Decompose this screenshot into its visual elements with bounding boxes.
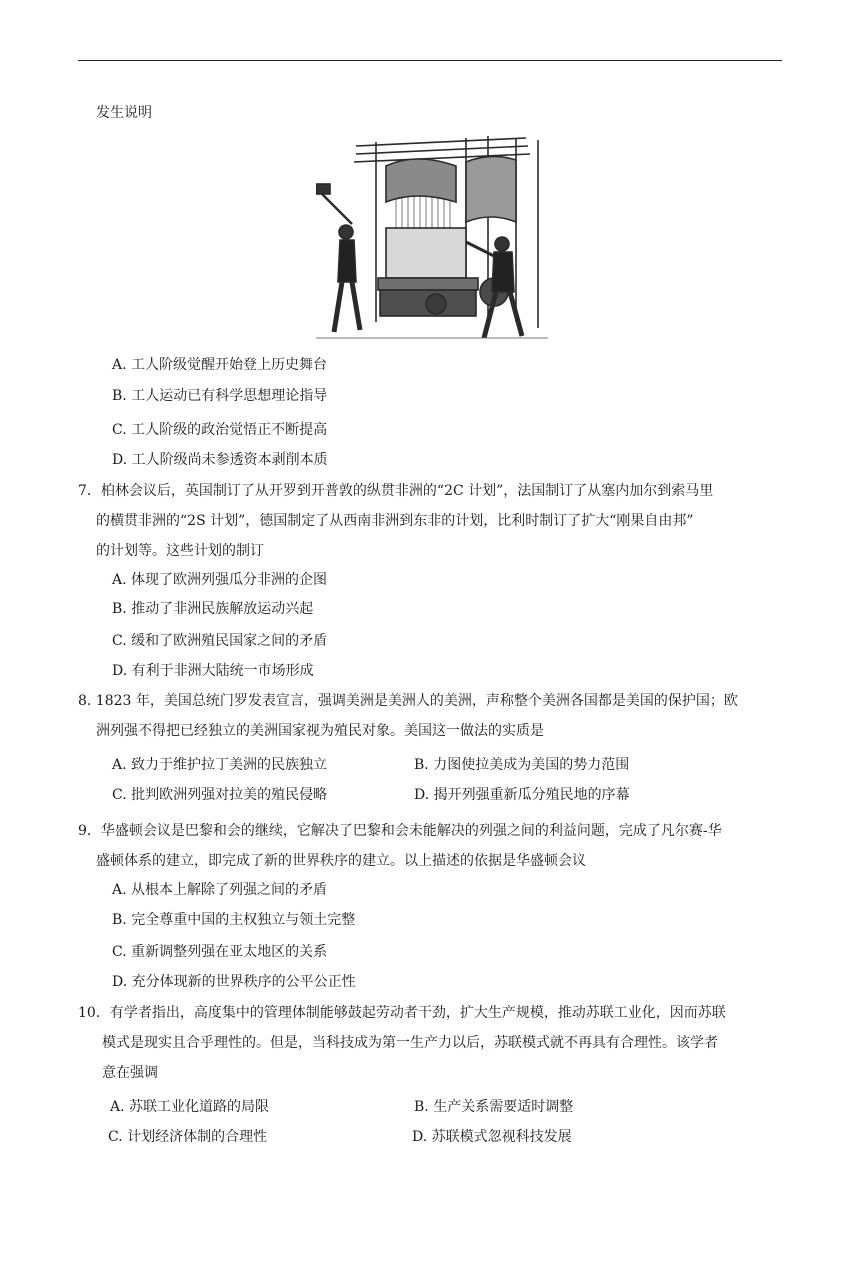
q6-option-c: C. 工人阶级的政治觉悟正不断提高	[112, 422, 328, 438]
q9-option-a: A. 从根本上解除了列强之间的矛盾	[112, 882, 328, 898]
q7-stem-line-2: 的横贯非洲的“2S 计划”，德国制定了从西南非洲到东非的计划，比利时制订了扩大“刚果自由邦”	[96, 513, 694, 529]
q10-stem-line-3: 意在强调	[102, 1065, 158, 1081]
q8-option-a: A. 致力于维护拉丁美洲的民族独立	[112, 757, 328, 773]
q7-option-b: B. 推动了非洲民族解放运动兴起	[112, 601, 314, 617]
q8-option-d: D. 揭开列强重新瓜分殖民地的序幕	[414, 787, 630, 803]
q9-option-d: D. 充分体现新的世界秩序的公平公正性	[112, 974, 356, 990]
q6-option-b: B. 工人运动已有科学思想理论指导	[112, 388, 328, 404]
q9-stem-line-2: 盛顿体系的建立，即完成了新的世界秩序的建立。以上描述的依据是华盛顿会议	[96, 853, 586, 869]
q8-option-c: C. 批判欧洲列强对拉美的殖民侵略	[112, 787, 328, 803]
q10-option-a: A. 苏联工业化道路的局限	[110, 1099, 270, 1115]
q7-option-a: A. 体现了欧洲列强瓜分非洲的企图	[112, 572, 328, 588]
q10-stem-line-1: 10．有学者指出，高度集中的管理体制能够鼓起劳动者干劲，扩大生产规模，推动苏联工业化，因而苏联	[78, 1005, 726, 1021]
q10-stem-line-2: 模式是现实且合乎理性的。但是，当科技成为第一生产力以后，苏联模式就不再具有合理性。该学者	[102, 1035, 718, 1051]
header-rule	[78, 60, 782, 61]
q7-option-d: D. 有利于非洲大陆统一市场形成	[112, 663, 314, 679]
q6-option-a: A. 工人阶级觉醒开始登上历史舞台	[112, 357, 328, 373]
luddite-loom-illustration	[316, 132, 548, 344]
q9-option-b: B. 完全尊重中国的主权独立与领土完整	[112, 912, 356, 928]
q10-option-c: C. 计划经济体制的合理性	[108, 1129, 268, 1145]
question-6-stem-tail: 发生说明	[96, 105, 152, 121]
q8-stem-line-1: 8. 1823 年，美国总统门罗发表宣言，强调美洲是美洲人的美洲，声称整个美洲各国都是美国的保护国；欧	[78, 693, 738, 709]
q10-option-b: B. 生产关系需要适时调整	[414, 1099, 574, 1115]
q8-option-b: B. 力图使拉美成为美国的势力范围	[414, 757, 630, 773]
q6-option-d: D. 工人阶级尚未参透资本剥削本质	[112, 452, 328, 468]
q7-stem-line-1: 7．柏林会议后，英国制订了从开罗到开普敦的纵贯非洲的“2C 计划”，法国制订了从塞内加尔到索马里	[78, 483, 714, 499]
q7-stem-line-3: 的计划等。这些计划的制订	[96, 543, 264, 559]
q10-option-d: D. 苏联模式忽视科技发展	[412, 1129, 572, 1145]
q9-stem-line-1: 9．华盛顿会议是巴黎和会的继续，它解决了巴黎和会未能解决的列强之间的利益问题，完成了凡尔赛-华	[78, 823, 722, 839]
q8-stem-line-2: 洲列强不得把已经独立的美洲国家视为殖民对象。美国这一做法的实质是	[96, 723, 544, 739]
q9-option-c: C. 重新调整列强在亚太地区的关系	[112, 944, 328, 960]
q7-option-c: C. 缓和了欧洲殖民国家之间的矛盾	[112, 633, 328, 649]
